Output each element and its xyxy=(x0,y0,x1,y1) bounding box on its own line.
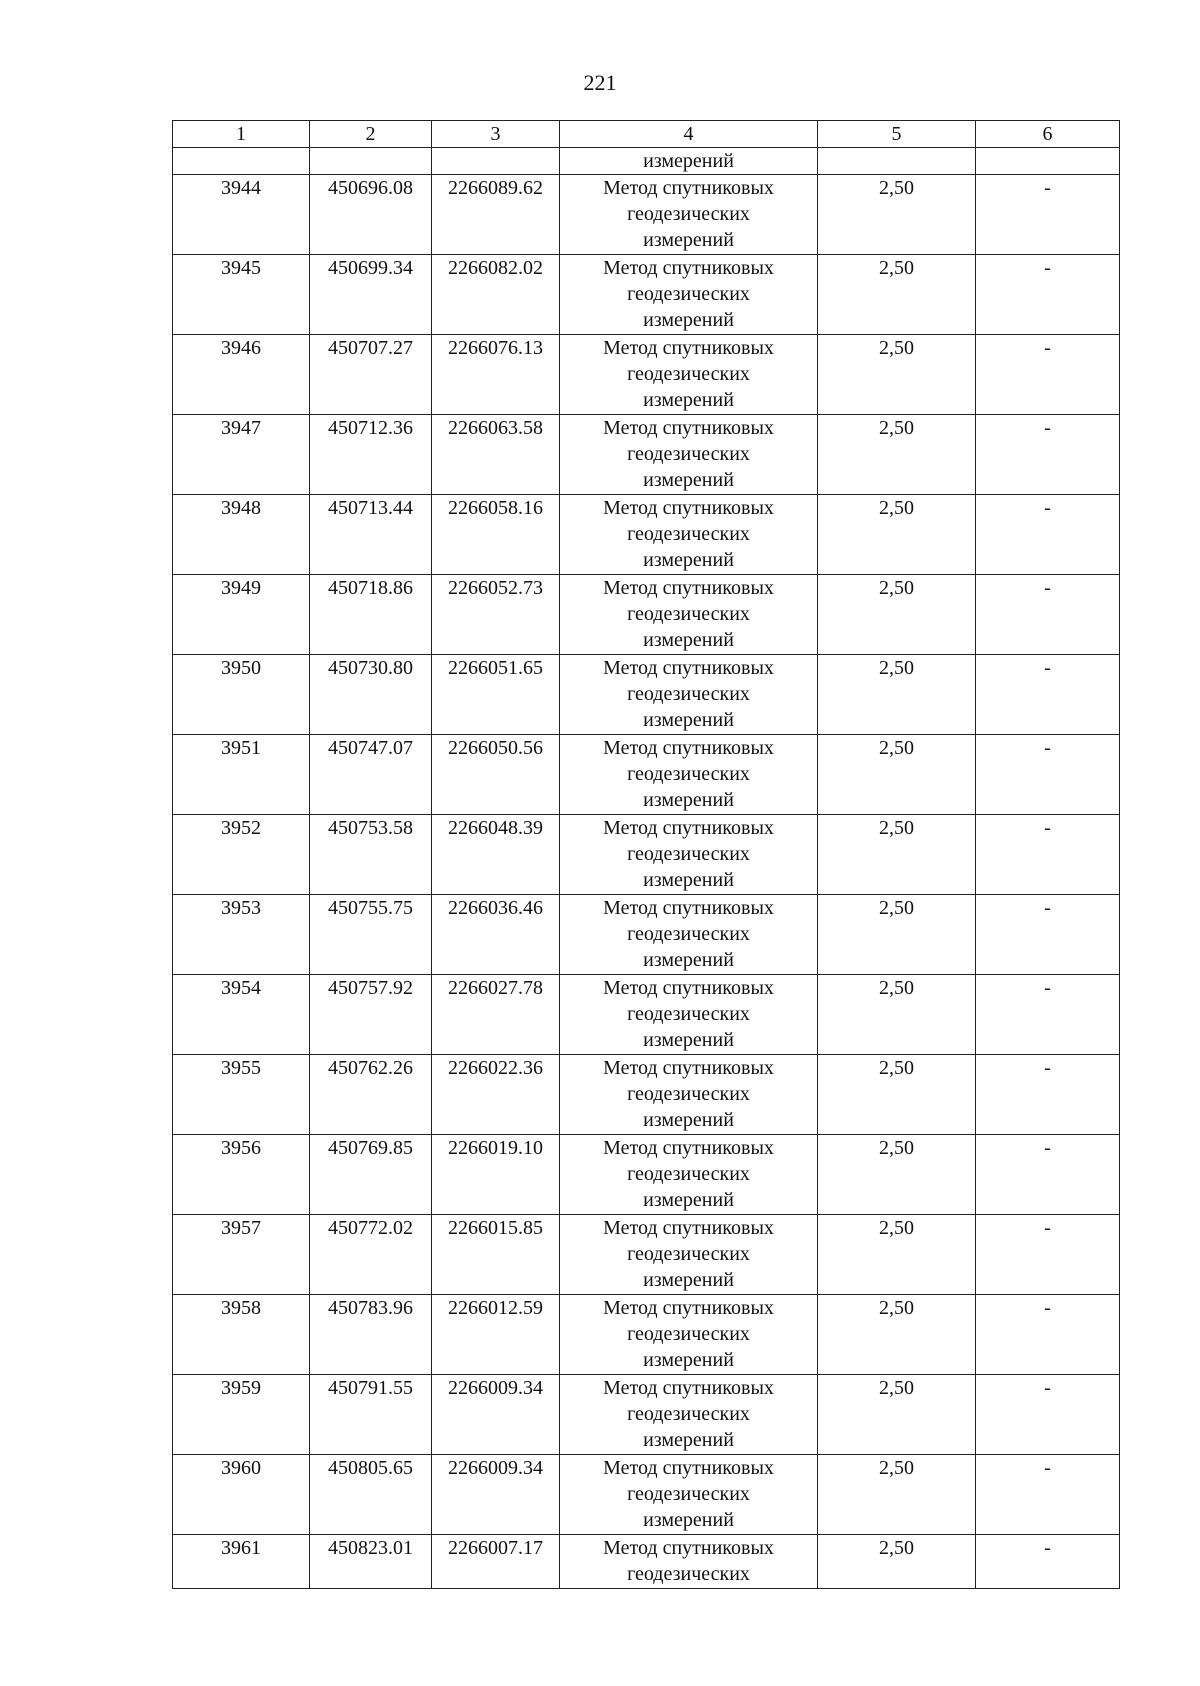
y-coordinate-cell: 2266076.13 xyxy=(432,335,560,415)
method-line: измерений xyxy=(643,1029,734,1051)
accuracy-cell: 2,50 xyxy=(818,975,976,1055)
note-cell: - xyxy=(976,415,1120,495)
method-line: геодезических xyxy=(627,1083,750,1105)
method-line: геодезических xyxy=(627,443,750,465)
x-coordinate-cell: 450757.92 xyxy=(310,975,432,1055)
method-cell xyxy=(560,575,818,655)
method-line: измерений xyxy=(643,1509,734,1531)
point-number-cell: 3956 xyxy=(173,1135,310,1215)
x-coordinate-cell: 450747.07 xyxy=(310,735,432,815)
accuracy-cell: 2,50 xyxy=(818,495,976,575)
x-coordinate-cell: 450769.85 xyxy=(310,1135,432,1215)
method-cell xyxy=(560,415,818,495)
y-coordinate-cell: 2266015.85 xyxy=(432,1215,560,1295)
point-number-cell: 3958 xyxy=(173,1295,310,1375)
method-line: Метод спутниковых xyxy=(603,337,774,359)
y-coordinate-cell: 2266007.17 xyxy=(432,1535,560,1589)
method-line: Метод спутниковых xyxy=(603,1137,774,1159)
method-line: Метод спутниковых xyxy=(603,817,774,839)
note-cell: - xyxy=(976,575,1120,655)
continuation-text: измерений xyxy=(560,148,818,175)
point-number-cell: 3946 xyxy=(173,335,310,415)
method-cell xyxy=(560,1295,818,1375)
point-number-cell: 3957 xyxy=(173,1215,310,1295)
header-cell: 4 xyxy=(560,121,818,148)
point-number-cell: 3953 xyxy=(173,895,310,975)
point-number-cell: 3952 xyxy=(173,815,310,895)
method-cell xyxy=(560,335,818,415)
method-line: геодезических xyxy=(627,1563,750,1585)
header-cell: 3 xyxy=(432,121,560,148)
table-cell xyxy=(173,148,310,175)
method-line: измерений xyxy=(643,1429,734,1451)
table-row xyxy=(173,895,1120,975)
y-coordinate-cell: 2266009.34 xyxy=(432,1455,560,1535)
table-row xyxy=(173,1055,1120,1135)
method-line: Метод спутниковых xyxy=(603,577,774,599)
y-coordinate-cell: 2266089.62 xyxy=(432,175,560,255)
accuracy-cell: 2,50 xyxy=(818,1135,976,1215)
y-coordinate-cell: 2266051.65 xyxy=(432,655,560,735)
method-line: Метод спутниковых xyxy=(603,977,774,999)
accuracy-cell: 2,50 xyxy=(818,1535,976,1589)
method-line: Метод спутниковых xyxy=(603,1217,774,1239)
table-header-row xyxy=(173,121,1120,148)
method-line: геодезических xyxy=(627,1403,750,1425)
table-row xyxy=(173,1455,1120,1535)
accuracy-cell: 2,50 xyxy=(818,415,976,495)
point-number-cell: 3945 xyxy=(173,255,310,335)
y-coordinate-cell: 2266048.39 xyxy=(432,815,560,895)
note-cell: - xyxy=(976,335,1120,415)
x-coordinate-cell: 450753.58 xyxy=(310,815,432,895)
x-coordinate-cell: 450712.36 xyxy=(310,415,432,495)
method-line: геодезических xyxy=(627,203,750,225)
method-line: измерений xyxy=(643,229,734,251)
table-row xyxy=(173,1135,1120,1215)
method-line: геодезических xyxy=(627,923,750,945)
method-cell xyxy=(560,975,818,1055)
method-cell xyxy=(560,495,818,575)
note-cell: - xyxy=(976,975,1120,1055)
method-line: геодезических xyxy=(627,523,750,545)
method-cell xyxy=(560,175,818,255)
method-line: измерений xyxy=(643,1109,734,1131)
method-line: измерений xyxy=(643,1349,734,1371)
table-row xyxy=(173,815,1120,895)
accuracy-cell: 2,50 xyxy=(818,735,976,815)
method-cell xyxy=(560,1455,818,1535)
note-cell: - xyxy=(976,1375,1120,1455)
method-cell xyxy=(560,735,818,815)
point-number-cell: 3949 xyxy=(173,575,310,655)
accuracy-cell: 2,50 xyxy=(818,1295,976,1375)
method-cell xyxy=(560,895,818,975)
point-number-cell: 3947 xyxy=(173,415,310,495)
continuation-row xyxy=(173,148,1120,175)
method-line: измерений xyxy=(643,1189,734,1211)
method-cell xyxy=(560,815,818,895)
method-line: геодезических xyxy=(627,843,750,865)
coordinates-table xyxy=(172,120,1120,1589)
x-coordinate-cell: 450718.86 xyxy=(310,575,432,655)
point-number-cell: 3951 xyxy=(173,735,310,815)
method-line: Метод спутниковых xyxy=(603,1537,774,1559)
table-row xyxy=(173,655,1120,735)
method-line: Метод спутниковых xyxy=(603,897,774,919)
y-coordinate-cell: 2266082.02 xyxy=(432,255,560,335)
accuracy-cell: 2,50 xyxy=(818,255,976,335)
page-number: 221 xyxy=(583,70,617,95)
method-cell xyxy=(560,255,818,335)
method-line: геодезических xyxy=(627,283,750,305)
method-line: измерений xyxy=(643,389,734,411)
y-coordinate-cell: 2266009.34 xyxy=(432,1375,560,1455)
method-line: Метод спутниковых xyxy=(603,657,774,679)
method-line: Метод спутниковых xyxy=(603,1377,774,1399)
note-cell: - xyxy=(976,895,1120,975)
method-line: Метод спутниковых xyxy=(603,1297,774,1319)
method-line: геодезических xyxy=(627,1483,750,1505)
point-number-cell: 3960 xyxy=(173,1455,310,1535)
note-cell: - xyxy=(976,1295,1120,1375)
table-row xyxy=(173,1375,1120,1455)
accuracy-cell: 2,50 xyxy=(818,815,976,895)
method-line: Метод спутниковых xyxy=(603,1457,774,1479)
method-line: геодезических xyxy=(627,603,750,625)
x-coordinate-cell: 450805.65 xyxy=(310,1455,432,1535)
accuracy-cell: 2,50 xyxy=(818,655,976,735)
table-cell xyxy=(818,148,976,175)
y-coordinate-cell: 2266022.36 xyxy=(432,1055,560,1135)
point-number-cell: 3950 xyxy=(173,655,310,735)
method-line: Метод спутниковых xyxy=(603,177,774,199)
y-coordinate-cell: 2266036.46 xyxy=(432,895,560,975)
y-coordinate-cell: 2266063.58 xyxy=(432,415,560,495)
x-coordinate-cell: 450783.96 xyxy=(310,1295,432,1375)
x-coordinate-cell: 450696.08 xyxy=(310,175,432,255)
point-number-cell: 3948 xyxy=(173,495,310,575)
table-cell xyxy=(432,148,560,175)
method-line: геодезических xyxy=(627,683,750,705)
method-line: измерений xyxy=(643,309,734,331)
accuracy-cell: 2,50 xyxy=(818,335,976,415)
x-coordinate-cell: 450707.27 xyxy=(310,335,432,415)
method-line: Метод спутниковых xyxy=(603,257,774,279)
x-coordinate-cell: 450699.34 xyxy=(310,255,432,335)
table-cell xyxy=(310,148,432,175)
note-cell: - xyxy=(976,495,1120,575)
method-line: измерений xyxy=(643,469,734,491)
table-row xyxy=(173,255,1120,335)
table-row xyxy=(173,335,1120,415)
table-row xyxy=(173,1215,1120,1295)
table-row xyxy=(173,575,1120,655)
method-line: Метод спутниковых xyxy=(603,417,774,439)
note-cell: - xyxy=(976,735,1120,815)
table-cell xyxy=(976,148,1120,175)
accuracy-cell: 2,50 xyxy=(818,175,976,255)
note-cell: - xyxy=(976,1455,1120,1535)
header-cell: 5 xyxy=(818,121,976,148)
point-number-cell: 3959 xyxy=(173,1375,310,1455)
method-cell xyxy=(560,1135,818,1215)
table-row xyxy=(173,495,1120,575)
note-cell: - xyxy=(976,175,1120,255)
method-line: измерений xyxy=(643,949,734,971)
method-line: геодезических xyxy=(627,1163,750,1185)
header-cell: 6 xyxy=(976,121,1120,148)
table-row xyxy=(173,1295,1120,1375)
accuracy-cell: 2,50 xyxy=(818,1215,976,1295)
table-row xyxy=(173,975,1120,1055)
table-row xyxy=(173,1535,1120,1589)
method-line: геодезических xyxy=(627,1003,750,1025)
y-coordinate-cell: 2266058.16 xyxy=(432,495,560,575)
table-row xyxy=(173,415,1120,495)
accuracy-cell: 2,50 xyxy=(818,895,976,975)
table-row xyxy=(173,735,1120,815)
accuracy-cell: 2,50 xyxy=(818,575,976,655)
point-number-cell: 3954 xyxy=(173,975,310,1055)
x-coordinate-cell: 450730.80 xyxy=(310,655,432,735)
note-cell: - xyxy=(976,1135,1120,1215)
method-cell xyxy=(560,1375,818,1455)
method-cell xyxy=(560,655,818,735)
method-line: измерений xyxy=(643,709,734,731)
method-line: геодезических xyxy=(627,763,750,785)
x-coordinate-cell: 450755.75 xyxy=(310,895,432,975)
point-number-cell: 3961 xyxy=(173,1535,310,1589)
x-coordinate-cell: 450791.55 xyxy=(310,1375,432,1455)
y-coordinate-cell: 2266019.10 xyxy=(432,1135,560,1215)
note-cell: - xyxy=(976,255,1120,335)
y-coordinate-cell: 2266052.73 xyxy=(432,575,560,655)
y-coordinate-cell: 2266050.56 xyxy=(432,735,560,815)
method-line: геодезических xyxy=(627,1243,750,1265)
point-number-cell: 3944 xyxy=(173,175,310,255)
method-line: измерений xyxy=(643,549,734,571)
table-row xyxy=(173,175,1120,255)
method-line: Метод спутниковых xyxy=(603,497,774,519)
x-coordinate-cell: 450772.02 xyxy=(310,1215,432,1295)
x-coordinate-cell: 450823.01 xyxy=(310,1535,432,1589)
method-line: измерений xyxy=(643,629,734,651)
note-cell: - xyxy=(976,1215,1120,1295)
method-cell xyxy=(560,1055,818,1135)
note-cell: - xyxy=(976,1535,1120,1589)
y-coordinate-cell: 2266027.78 xyxy=(432,975,560,1055)
method-line: геодезических xyxy=(627,1323,750,1345)
accuracy-cell: 2,50 xyxy=(818,1375,976,1455)
method-line: измерений xyxy=(643,1269,734,1291)
method-line: измерений xyxy=(643,789,734,811)
header-cell: 1 xyxy=(173,121,310,148)
method-line: измерений xyxy=(643,869,734,891)
method-line: Метод спутниковых xyxy=(603,737,774,759)
point-number-cell: 3955 xyxy=(173,1055,310,1135)
note-cell: - xyxy=(976,655,1120,735)
note-cell: - xyxy=(976,1055,1120,1135)
method-cell xyxy=(560,1535,818,1589)
method-line: Метод спутниковых xyxy=(603,1057,774,1079)
accuracy-cell: 2,50 xyxy=(818,1455,976,1535)
method-line: геодезических xyxy=(627,363,750,385)
x-coordinate-cell: 450713.44 xyxy=(310,495,432,575)
header-cell: 2 xyxy=(310,121,432,148)
method-cell xyxy=(560,1215,818,1295)
note-cell: - xyxy=(976,815,1120,895)
accuracy-cell: 2,50 xyxy=(818,1055,976,1135)
x-coordinate-cell: 450762.26 xyxy=(310,1055,432,1135)
y-coordinate-cell: 2266012.59 xyxy=(432,1295,560,1375)
